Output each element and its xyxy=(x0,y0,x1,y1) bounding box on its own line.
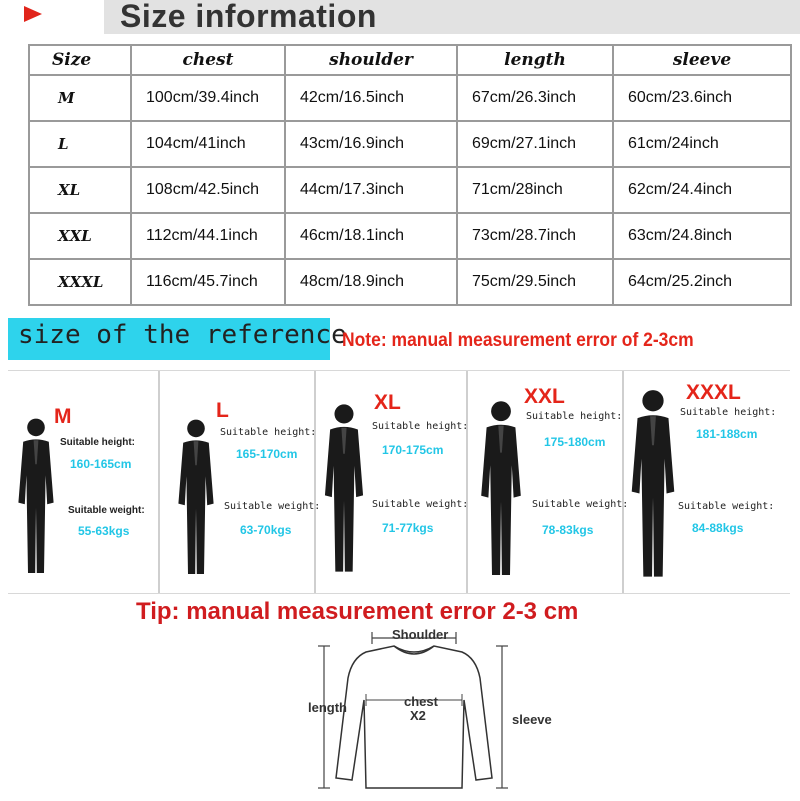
weight-value: 78-83kgs xyxy=(542,523,594,537)
chest-label: chest xyxy=(404,694,438,709)
weight-label: Suitable weight: xyxy=(68,505,145,516)
businessman-figure-icon xyxy=(318,381,370,589)
height-value: 175-180cm xyxy=(544,435,606,449)
size-cell: XL xyxy=(29,167,131,213)
weight-label: Suitable weight: xyxy=(532,499,629,510)
size-cell: XXXL xyxy=(29,259,131,305)
length-cell: 73cm/28.7inch xyxy=(457,213,613,259)
shoulder-cell: 43cm/16.9inch xyxy=(285,121,457,167)
height-label: Suitable height: xyxy=(680,407,777,418)
businessman-figure-icon xyxy=(12,395,60,591)
chest-cell: 116cm/45.7inch xyxy=(131,259,285,305)
shoulder-label: Shoulder xyxy=(392,627,449,642)
table-row xyxy=(29,259,791,305)
size-cell: M xyxy=(29,75,131,121)
chest-cell: 112cm/44.1inch xyxy=(131,213,285,259)
height-label: Suitable height: xyxy=(60,437,135,448)
weight-label: Suitable weight: xyxy=(372,499,469,510)
table-header-row xyxy=(29,45,791,75)
sleeve-cell: 64cm/25.2inch xyxy=(613,259,791,305)
height-label: Suitable height: xyxy=(372,421,469,432)
shoulder-cell: 42cm/16.5inch xyxy=(285,75,457,121)
height-value: 181-188cm xyxy=(696,427,758,441)
column-header-shoulder: shoulder xyxy=(285,45,457,75)
sleeve-label: sleeve xyxy=(512,712,552,727)
column-header-sleeve: sleeve xyxy=(613,45,791,75)
reference-size: XL xyxy=(374,391,401,414)
length-cell: 69cm/27.1inch xyxy=(457,121,613,167)
chest-cell: 100cm/39.4inch xyxy=(131,75,285,121)
height-value: 160-165cm xyxy=(70,457,132,471)
garment-diagram xyxy=(296,628,562,796)
businessman-figure-icon xyxy=(172,399,220,589)
shoulder-cell: 44cm/17.3inch xyxy=(285,167,457,213)
reference-title: size of the reference xyxy=(18,320,347,350)
reference-size: XXXL xyxy=(686,381,741,404)
header xyxy=(0,0,800,34)
size-cell: XXL xyxy=(29,213,131,259)
chest-cell: 108cm/42.5inch xyxy=(131,167,285,213)
size-table xyxy=(28,44,792,306)
height-value: 170-175cm xyxy=(382,443,444,457)
column-header-chest: chest xyxy=(131,45,285,75)
sleeve-cell: 60cm/23.6inch xyxy=(613,75,791,121)
reference-item-xxxl xyxy=(622,371,792,593)
column-header-length: length xyxy=(457,45,613,75)
weight-value: 63-70kgs xyxy=(240,523,292,537)
shoulder-cell: 48cm/18.9inch xyxy=(285,259,457,305)
weight-label: Suitable weight: xyxy=(678,501,775,512)
chest-cell: 104cm/41inch xyxy=(131,121,285,167)
table-row xyxy=(29,121,791,167)
table-row xyxy=(29,75,791,121)
length-cell: 75cm/29.5inch xyxy=(457,259,613,305)
height-label: Suitable height: xyxy=(526,411,623,422)
weight-label: Suitable weight: xyxy=(224,501,321,512)
reference-item-m xyxy=(8,371,158,593)
reference-size: L xyxy=(216,399,229,422)
reference-item-xl xyxy=(314,371,468,593)
weight-value: 84-88kgs xyxy=(692,521,744,535)
reference-size: M xyxy=(54,405,72,428)
reference-item-l xyxy=(158,371,321,593)
length-cell: 71cm/28inch xyxy=(457,167,613,213)
tip-text: Tip: manual measurement error 2-3 cm xyxy=(136,598,579,625)
table-row xyxy=(29,167,791,213)
reference-panel xyxy=(8,370,790,594)
table-row xyxy=(29,213,791,259)
sleeve-cell: 63cm/24.8inch xyxy=(613,213,791,259)
height-label: Suitable height: xyxy=(220,427,317,438)
page-title: Size information xyxy=(120,0,377,34)
height-value: 165-170cm xyxy=(236,447,298,461)
length-label: length xyxy=(308,700,347,715)
weight-value: 55-63kgs xyxy=(78,524,130,538)
businessman-figure-icon xyxy=(624,373,682,587)
size-cell: L xyxy=(29,121,131,167)
reference-item-xxl xyxy=(466,371,629,593)
play-arrow-icon xyxy=(24,6,42,22)
length-cell: 67cm/26.3inch xyxy=(457,75,613,121)
reference-size: XXL xyxy=(524,385,565,408)
chest-multiplier: X2 xyxy=(410,708,426,723)
businessman-figure-icon xyxy=(474,381,528,589)
sleeve-cell: 62cm/24.4inch xyxy=(613,167,791,213)
column-header-size: Size xyxy=(29,45,131,75)
reference-note: Note: manual measurement error of 2-3cm xyxy=(342,330,694,351)
shoulder-cell: 46cm/18.1inch xyxy=(285,213,457,259)
weight-value: 71-77kgs xyxy=(382,521,434,535)
sleeve-cell: 61cm/24inch xyxy=(613,121,791,167)
